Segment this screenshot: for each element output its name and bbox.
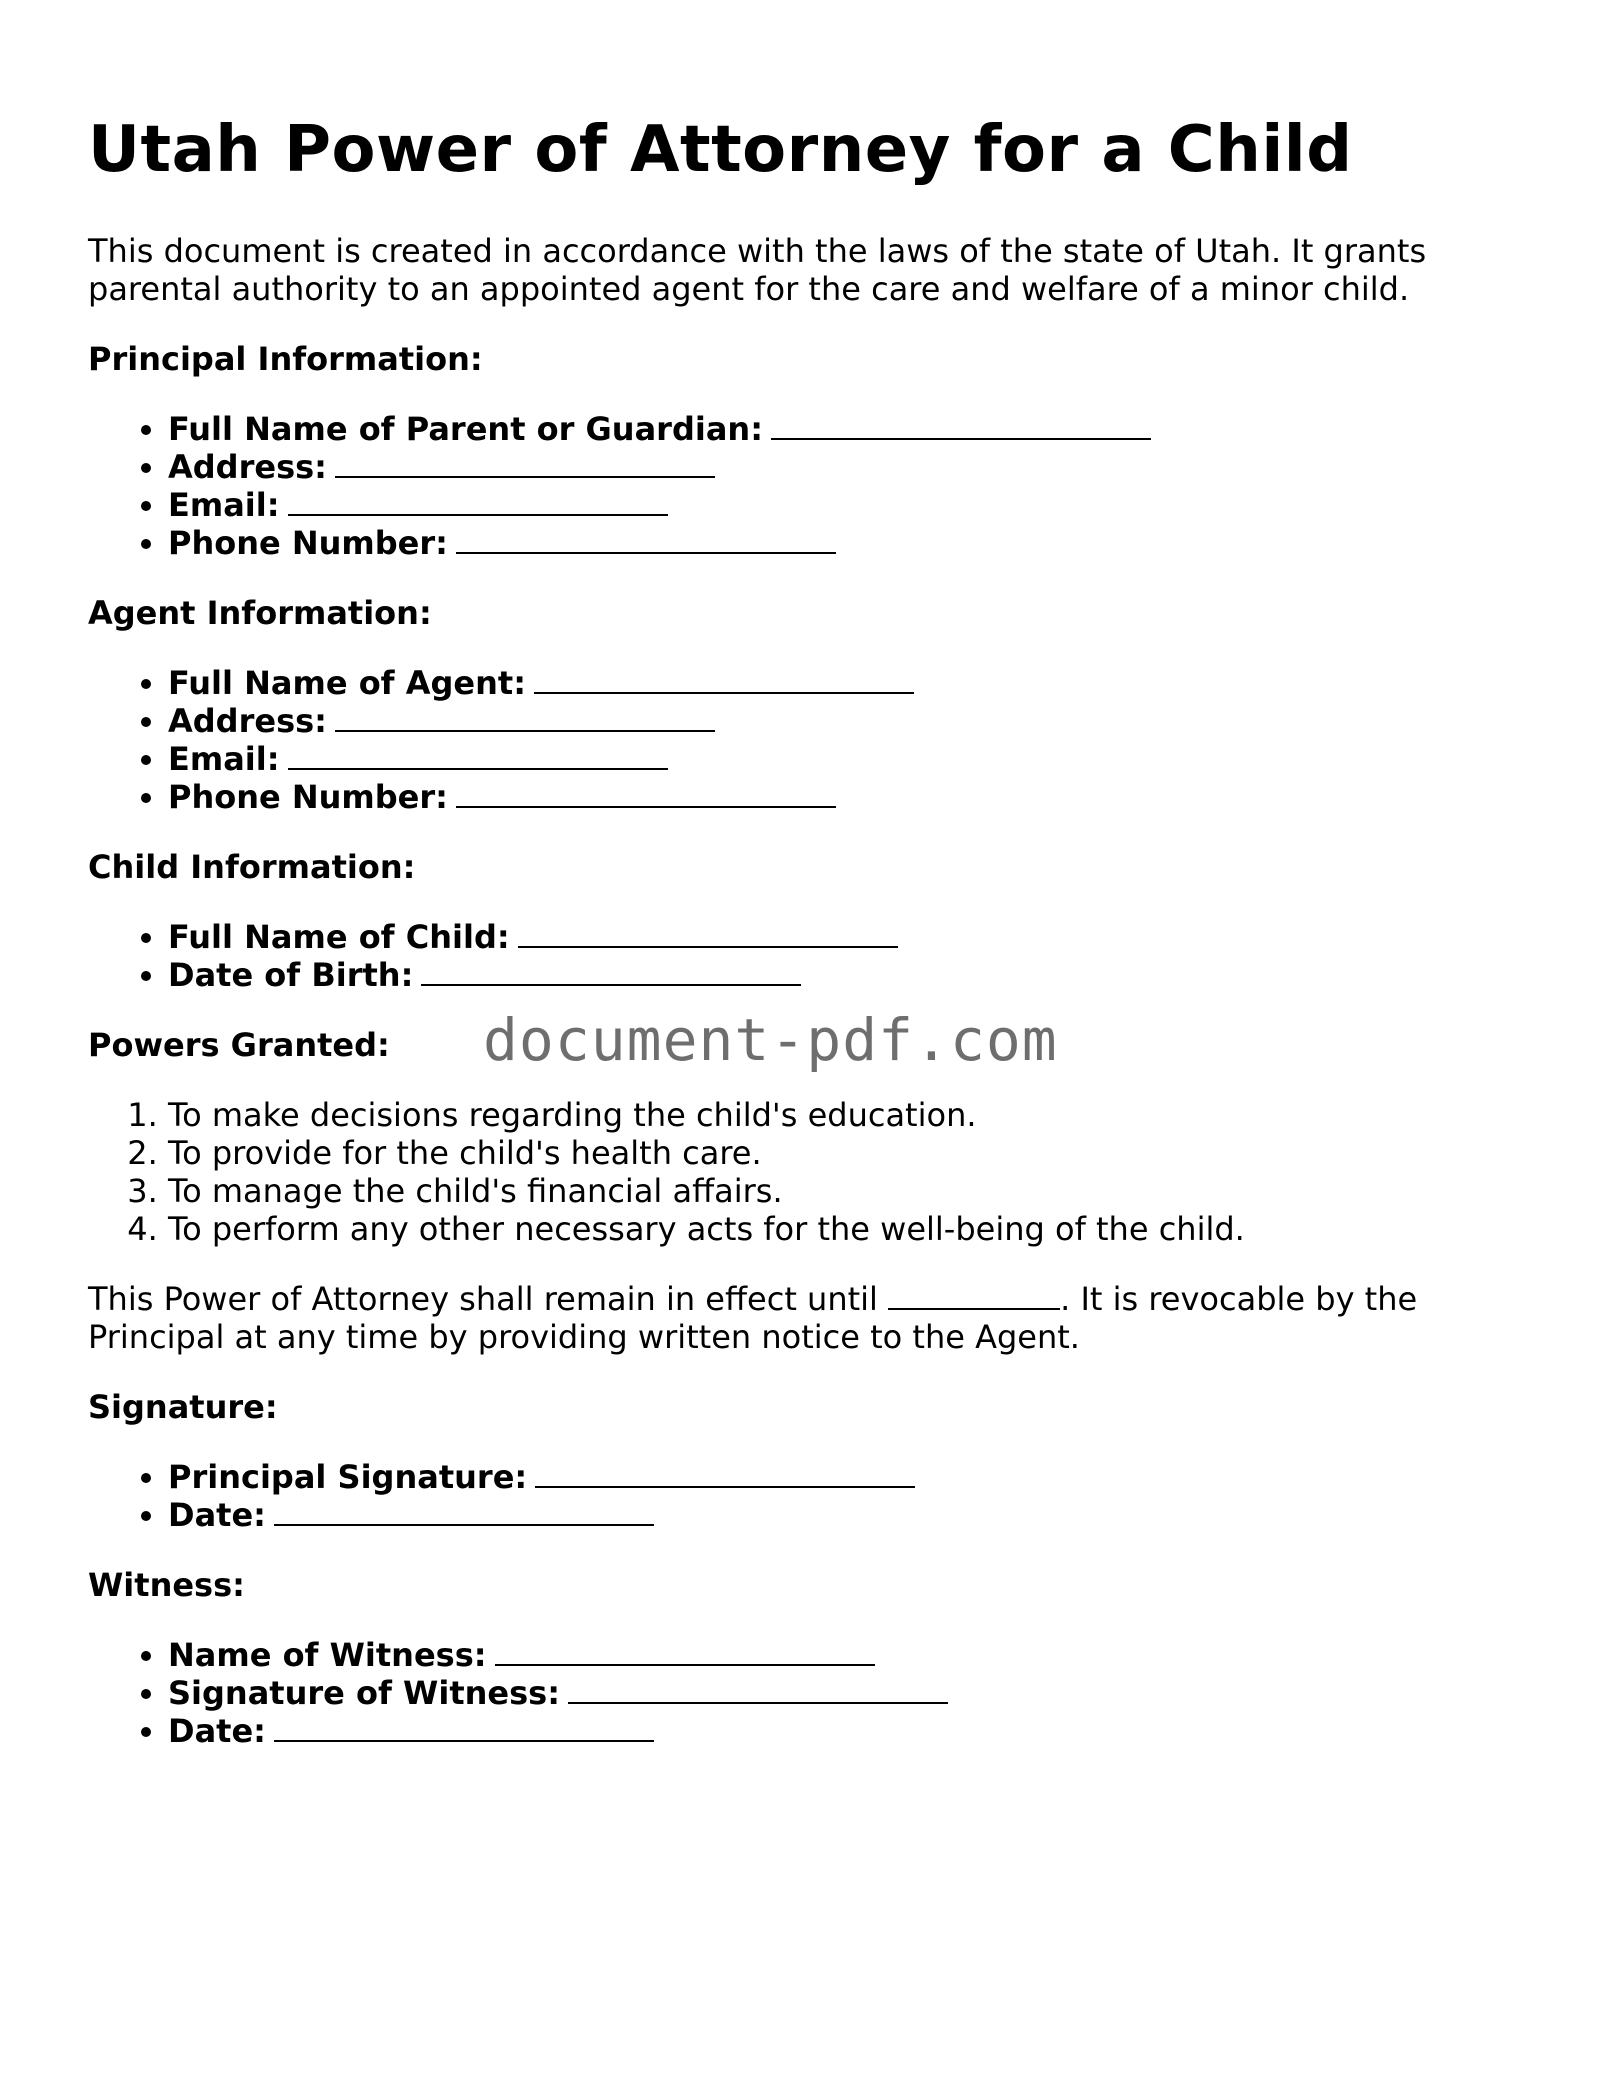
- field-label: Address:: [168, 702, 327, 740]
- field-label: Full Name of Parent or Guardian:: [168, 410, 763, 448]
- fill-in-blank[interactable]: [288, 488, 668, 516]
- fill-in-blank[interactable]: [534, 666, 914, 694]
- power-item: 3. To manage the child's financial affairs.: [168, 1172, 1528, 1210]
- witness-name-field: [168, 1636, 1528, 1674]
- signature-date-field: [168, 1496, 1528, 1534]
- fill-in-blank[interactable]: [456, 526, 836, 554]
- principal-phone-field: [168, 524, 1528, 562]
- principal-address-field: [168, 448, 1528, 486]
- field-label: Principal Signature:: [168, 1458, 528, 1496]
- fill-in-blank[interactable]: [518, 920, 898, 948]
- witness-fields: [88, 1636, 1528, 1750]
- fill-in-blank[interactable]: [771, 412, 1151, 440]
- fill-in-blank[interactable]: [335, 704, 715, 732]
- power-item: 1. To make decisions regarding the child's education.: [168, 1096, 1528, 1134]
- agent-phone-field: [168, 778, 1528, 816]
- fill-in-blank[interactable]: [274, 1714, 654, 1742]
- fill-in-blank[interactable]: [288, 742, 668, 770]
- child-name-field: [168, 918, 1528, 956]
- agent-heading: Agent Information:: [88, 594, 432, 632]
- document-page: [88, 112, 1528, 1782]
- field-label: Email:: [168, 486, 280, 524]
- fill-in-blank[interactable]: [535, 1460, 915, 1488]
- powers-heading-row: [88, 1006, 1528, 1074]
- witness-signature-field: [168, 1674, 1528, 1712]
- intro-paragraph: This document is created in accordance with the laws of the state of Utah. It grants parental authority to an appointed agent for the care and welfare of a minor child.: [88, 232, 1427, 308]
- field-label: Date:: [168, 1712, 266, 1750]
- agent-email-field: [168, 740, 1528, 778]
- power-item: 2. To provide for the child's health care.: [168, 1134, 1528, 1172]
- signature-fields: [88, 1458, 1528, 1534]
- field-label: Full Name of Child:: [168, 918, 510, 956]
- field-label: Name of Witness:: [168, 1636, 487, 1674]
- powers-list: [88, 1096, 1528, 1248]
- field-label: Phone Number:: [168, 778, 448, 816]
- witness-date-field: [168, 1712, 1528, 1750]
- fill-in-blank[interactable]: [274, 1498, 654, 1526]
- field-label: Date:: [168, 1496, 266, 1534]
- signature-heading: Signature:: [88, 1388, 278, 1426]
- watermark: document-pdf.com: [483, 1006, 1058, 1074]
- fill-in-blank[interactable]: [335, 450, 715, 478]
- field-label: Address:: [168, 448, 327, 486]
- effect-paragraph: [88, 1280, 1528, 1356]
- child-fields: [88, 918, 1528, 994]
- principal-heading: Principal Information:: [88, 340, 483, 378]
- field-label: Phone Number:: [168, 524, 448, 562]
- fill-in-blank[interactable]: [568, 1676, 948, 1704]
- field-label: Full Name of Agent:: [168, 664, 526, 702]
- field-label: Date of Birth:: [168, 956, 414, 994]
- end-date-blank[interactable]: [888, 1282, 1060, 1310]
- fill-in-blank[interactable]: [495, 1638, 875, 1666]
- child-dob-field: [168, 956, 1528, 994]
- agent-fields: [88, 664, 1528, 816]
- fill-in-blank[interactable]: [456, 780, 836, 808]
- fill-in-blank[interactable]: [421, 958, 801, 986]
- document-title: Utah Power of Attorney for a Child: [88, 113, 1353, 187]
- agent-address-field: [168, 702, 1528, 740]
- principal-fields: [88, 410, 1528, 562]
- power-item: 4. To perform any other necessary acts for the well-being of the child.: [168, 1210, 1528, 1248]
- field-label: Email:: [168, 740, 280, 778]
- effect-text-after: . It is revocable by the Principal at any time by providing written notice to the Agent.: [88, 1280, 1418, 1356]
- child-heading: Child Information:: [88, 848, 416, 886]
- powers-heading: Powers Granted:: [88, 1026, 390, 1064]
- witness-heading: Witness:: [88, 1566, 245, 1604]
- principal-signature-field: [168, 1458, 1528, 1496]
- agent-name-field: [168, 664, 1528, 702]
- principal-email-field: [168, 486, 1528, 524]
- field-label: Signature of Witness:: [168, 1674, 560, 1712]
- principal-name-field: [168, 410, 1528, 448]
- effect-text-before: This Power of Attorney shall remain in effect until: [88, 1280, 889, 1318]
